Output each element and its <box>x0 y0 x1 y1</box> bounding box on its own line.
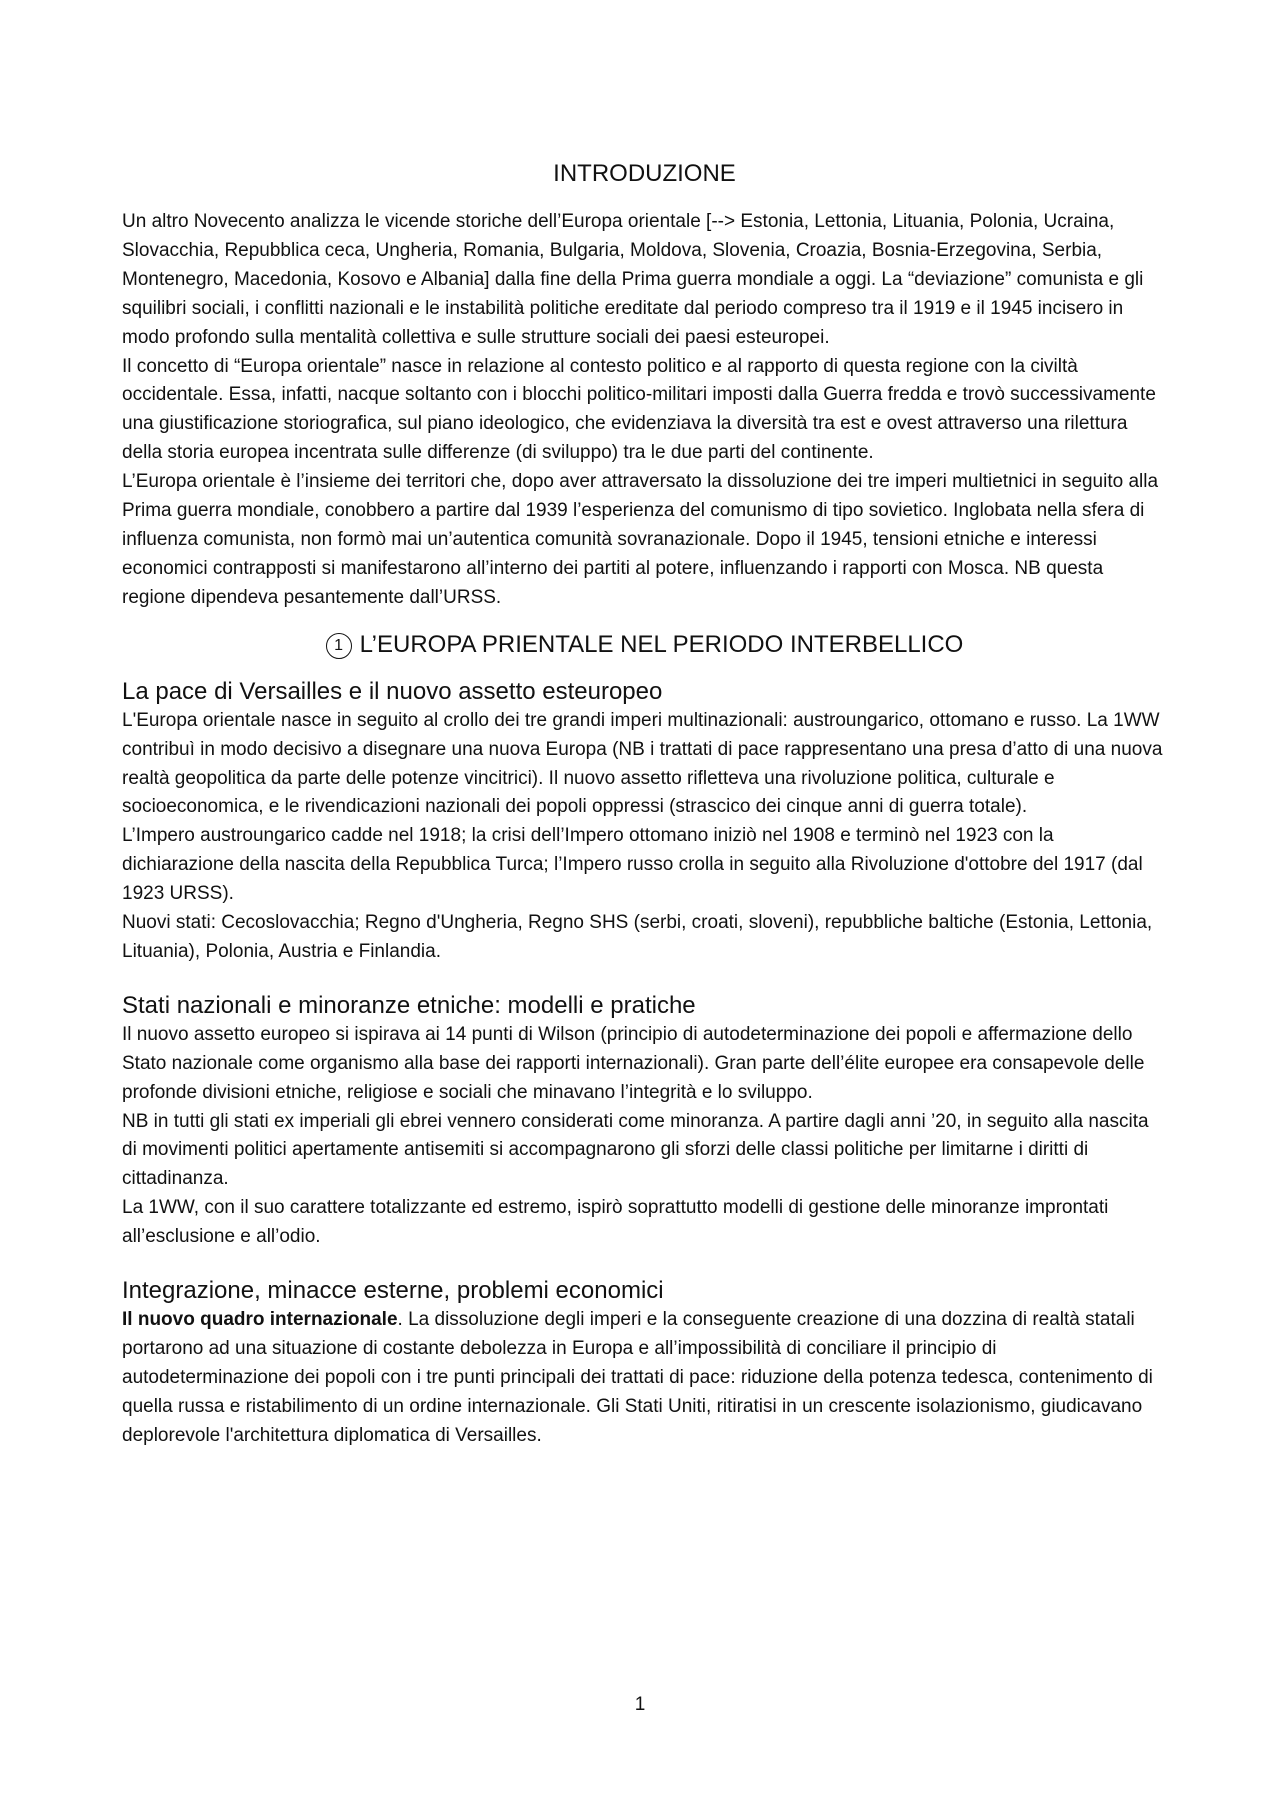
chapter-title: L’EUROPA PRIENTALE NEL PERIODO INTERBELLICO <box>359 630 964 658</box>
section-versailles <box>122 677 1167 967</box>
paragraph-lead: Il nuovo quadro internazionale <box>122 1309 398 1331</box>
section-minoranze <box>122 991 1167 1252</box>
intro-paragraph: Un altro Novecento analizza le vicende storiche dell’Europa orientale [--> Estonia, Lettonia, Lituania, Polonia, Ucraina, Slovacchia, Repubblica ceca, Ungheria, Romania, Bulgaria, Moldova, Slovenia, Croazia, Bosnia-Erzegovina, Serbia, Montenegro, Macedonia, Kosovo e Albania] dalla fine della Prima guerra mondiale a oggi. La “deviazione” comunista e gli squilibri sociali, i conflitti nazionali e le instabilità politiche ereditate dal periodo compreso tra il 1919 e il 1945 incisero in modo profondo sulla mentalità collettiva e sulle strutture sociali dei paesi esteuropei. <box>122 211 1144 348</box>
section-paragraph: Nuovi stati: Cecoslovacchia; Regno d'Ungheria, Regno SHS (serbi, croati, sloveni), repubbliche baltiche (Estonia, Lettonia, Lituania), Polonia, Austria e Finlandia. <box>122 912 1153 962</box>
paragraph-text: . La dissoluzione degli imperi e la conseguente creazione di una dozzina di realtà statali portarono ad una situazione di costante debolezza in Europa e all’impossibilità di conciliare il principio di autodeterminazione dei popoli con i tre punti principali dei trattati di pace: riduzione della potenza tedesca, contenimento di quella russa e ristabilimento di un ordine internazionale. Gli Stati Uniti, ritiratisi in un crescente isolazionismo, giudicavano deplorevole l'architettura diplomatica di Versailles. <box>122 1309 1153 1446</box>
intro-body <box>122 208 1167 613</box>
section-paragraph: L'Europa orientale nasce in seguito al crollo dei tre grandi imperi multinazionali: austroungarico, ottomano e russo. La 1WW contribuì in modo decisivo a disegnare una nuova Europa (NB i trattati di pace rappresentano una presa d’atto di una nuova realtà geopolitica da parte delle potenze vincitrici). Il nuovo assetto rifletteva una rivoluzione politica, culturale e socioeconomica, e le rivendicazioni nazionali dei popoli oppressi (strascico dei cinque anni di guerra totale). <box>122 709 1163 818</box>
page-number: 1 <box>634 1694 646 1715</box>
section-integrazione <box>122 1276 1167 1451</box>
chapter-number-badge: 1 <box>326 633 352 659</box>
section-paragraph: L’Impero austroungarico cadde nel 1918; la crisi dell’Impero ottomano iniziò nel 1908 e terminò nel 1923 con la dichiarazione della nascita della Repubblica Turca; l’Impero russo crolla in seguito alla Rivoluzione d'ottobre del 1917 (dal 1923 URSS). <box>122 825 1143 905</box>
section-title: La pace di Versailles e il nuovo assetto esteuropeo <box>122 677 663 705</box>
document-page <box>122 150 1167 1475</box>
intro-paragraph: Il concetto di “Europa orientale” nasce in relazione al contesto politico e al rapporto di questa regione con la civiltà occidentale. Essa, infatti, nacque soltanto con i blocchi politico-militari imposti dalla Guerra fredda e trovò successivamente una giustificazione storiografica, sul piano ideologico, che evidenziava la diversità tra est e ovest attraverso una rilettura della storia europea incentrata sulle differenze (di sviluppo) tra le due parti del continente. <box>122 355 1156 464</box>
section-paragraph: NB in tutti gli stati ex imperiali gli ebrei vennero considerati come minoranza. A partire dagli anni ’20, in seguito alla nascita di movimenti politici apertamente antisemiti si accompagnarono gli sforzi delle classi politiche per limitarne i diritti di cittadinanza. <box>122 1110 1149 1190</box>
section-paragraph <box>122 1306 1167 1451</box>
intro-paragraph: L’Europa orientale è l’insieme dei territori che, dopo aver attraversato la dissoluzione dei tre imperi multietnici in seguito alla Prima guerra mondiale, conobbero a partire dal 1939 l’esperienza del comunismo di tipo sovietico. Inglobata nella sfera di influenza comunista, non formò mai un’autentica comunità sovranazionale. Dopo il 1945, tensioni etniche e interessi economici contrapposti si manifestarono all’interno dei partiti al potere, influenzando i rapporti con Mosca. NB questa regione dipendeva pesantemente dall’URSS. <box>122 471 1159 608</box>
section-title: Integrazione, minacce esterne, problemi economici <box>122 1277 664 1305</box>
section-paragraph: Il nuovo assetto europeo si ispirava ai 14 punti di Wilson (principio di autodeterminazione dei popoli e affermazione dello Stato nazionale come organismo alla base dei rapporti internazionali). Gran parte dell’élite europee era consapevole delle profonde divisioni etniche, religiose e sociali che minavano l’integrità e lo sviluppo. <box>122 1023 1145 1103</box>
chapter-heading <box>122 629 1167 661</box>
intro-title: INTRODUZIONE <box>553 160 736 187</box>
section-title: Stati nazionali e minoranze etniche: modelli e pratiche <box>122 991 696 1019</box>
section-paragraph: La 1WW, con il suo carattere totalizzante ed estremo, ispirò soprattutto modelli di gestione delle minoranze improntati all’esclusione e all’odio. <box>122 1197 1109 1248</box>
